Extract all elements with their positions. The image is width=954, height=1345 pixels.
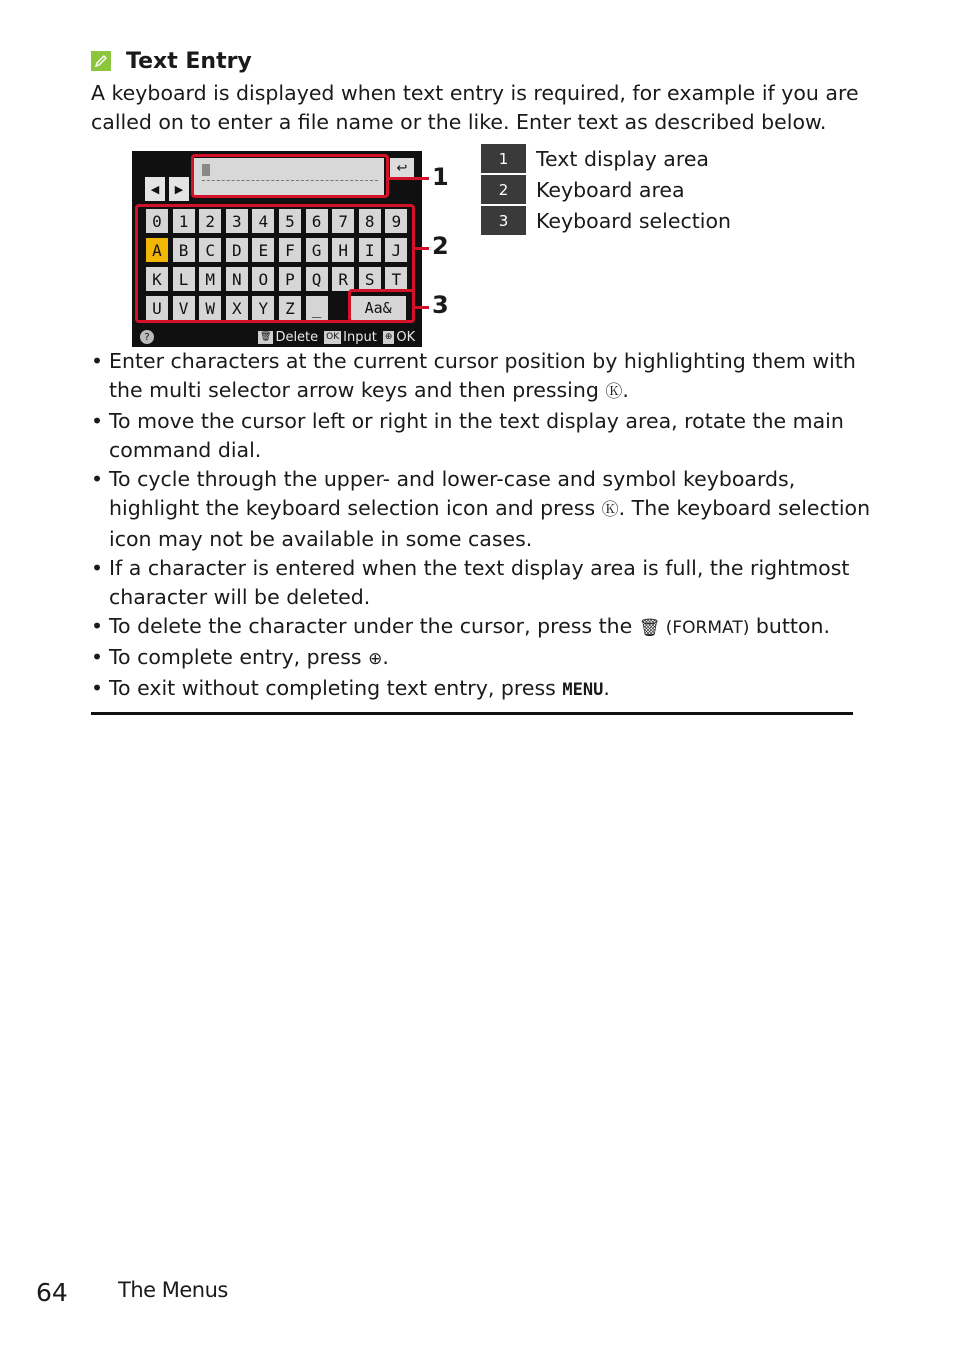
instruction-list (91, 347, 871, 705)
bullet-text: To move the cursor left or right in the text display area, rotate the main command dial. (109, 409, 844, 462)
keyboard-key: G (306, 238, 328, 262)
delete-hint (258, 330, 318, 345)
keyboard-key: X (226, 296, 248, 320)
legend-text: Keyboard area (536, 177, 685, 202)
callout-number-3: 3 (432, 291, 449, 319)
keyboard-key: Q (306, 267, 328, 291)
keyboard-key: 8 (359, 209, 381, 233)
keyboard-key: 9 (385, 209, 407, 233)
keyboard-key: _ (306, 296, 328, 320)
legend-number: 2 (481, 175, 526, 204)
keyboard-key: K (146, 267, 168, 291)
screen-bottom-bar (132, 327, 422, 347)
keyboard-key: T (385, 267, 407, 291)
cursor-right-icon: ▶ (169, 177, 189, 201)
keyboard-key: L (173, 267, 195, 291)
legend-text: Text display area (536, 146, 709, 171)
keyboard-key: R (332, 267, 354, 291)
keyboard-selection-key: Aa& (350, 296, 406, 320)
callout-frame-keyboard-selection (348, 289, 415, 323)
keyboard-key: 0 (146, 209, 168, 233)
return-icon: ↩ (390, 158, 414, 178)
keyboard-key: O (252, 267, 274, 291)
bullet-text: Enter characters at the current cursor position by highlighting them with the multi selector arrow keys and then pressing (109, 349, 856, 402)
legend-item (481, 174, 731, 205)
menu-button-icon: MENU (562, 680, 604, 700)
keyboard-key: S (359, 267, 381, 291)
keyboard-key: B (173, 238, 195, 262)
ok-button-icon: Ⓚ (605, 382, 623, 402)
bullet-text: . (622, 378, 629, 402)
keyboard-key: N (226, 267, 248, 291)
zoom-in-icon: ⊕ (384, 332, 393, 342)
bullet-text: If a character is entered when the text display area is full, the rightmost character will be deleted. (109, 556, 850, 609)
callout-line-1 (389, 177, 429, 180)
bullet-text: To cycle through the upper- and lower-case and symbol keyboards, highlight the keyboard selection icon and press (109, 467, 796, 520)
keyboard-key: 4 (252, 209, 274, 233)
zoom-in-icon: ⊕ (368, 649, 383, 669)
legend-item (481, 143, 731, 174)
keyboard-key: F (279, 238, 301, 262)
bullet-text: button. (749, 614, 831, 638)
bullet-text: To exit without completing text entry, press (109, 676, 563, 700)
keyboard-key: E (252, 238, 274, 262)
legend-number: 3 (481, 206, 526, 235)
list-item (91, 347, 871, 407)
list-item (91, 554, 871, 612)
page-number: 64 (36, 1278, 68, 1307)
trash-format-icon: 🗑 (FORMAT) (638, 618, 750, 638)
list-item (91, 465, 871, 554)
keyboard-key: 1 (173, 209, 195, 233)
keyboard-key: D (226, 238, 248, 262)
list-item (91, 674, 871, 705)
callout-frame-text-display (191, 154, 389, 198)
ok-button-icon: OK (326, 332, 340, 342)
bullet-text: . The keyboard selection icon may not be available in some cases. (109, 496, 871, 551)
legend-text: Keyboard selection (536, 208, 732, 233)
callout-number-2: 2 (432, 232, 449, 260)
legend (481, 143, 731, 236)
keyboard-key: C (199, 238, 221, 262)
ok-hint (383, 330, 415, 345)
input-hint-label: Input (343, 329, 377, 345)
keyboard-key: J (385, 238, 407, 262)
section-name: The Menus (118, 1278, 228, 1302)
intro-paragraph: A keyboard is displayed when text entry is required, for example if you are called on to enter a file name or the like. Enter text as described below. (91, 81, 859, 134)
legend-number: 1 (481, 144, 526, 173)
keyboard-key: V (173, 296, 195, 320)
keyboard-key: W (199, 296, 221, 320)
keyboard-key: P (279, 267, 301, 291)
keyboard-key: 3 (226, 209, 248, 233)
list-item (91, 612, 871, 643)
pencil-note-icon (91, 51, 111, 71)
section-divider (91, 712, 853, 715)
trash-icon: 🗑 (260, 332, 272, 342)
callout-line-2 (415, 247, 429, 250)
input-hint (324, 330, 377, 345)
camera-screen-illustration (132, 151, 452, 347)
keyboard-key: 7 (332, 209, 354, 233)
ok-button-icon: Ⓚ (601, 500, 619, 520)
list-item (91, 407, 871, 465)
keyboard-key: U (146, 296, 168, 320)
keyboard-key: 6 (306, 209, 328, 233)
legend-item (481, 205, 731, 236)
keyboard-key: H (332, 238, 354, 262)
keyboard-key: Y (252, 296, 274, 320)
callout-number-1: 1 (432, 163, 449, 191)
keyboard-key: M (199, 267, 221, 291)
keyboard-key: I (359, 238, 381, 262)
keyboard-key: 2 (199, 209, 221, 233)
delete-hint-label: Delete (275, 329, 319, 345)
keyboard-key: Z (279, 296, 301, 320)
cursor-left-icon: ◀ (145, 177, 165, 201)
list-item (91, 643, 871, 674)
bullet-text: . (603, 676, 610, 700)
bullet-text: . (382, 645, 389, 669)
ok-hint-label: OK (396, 329, 416, 345)
keyboard-key: 5 (279, 209, 301, 233)
note-heading (91, 46, 252, 76)
help-icon: ? (140, 330, 154, 344)
bullet-text: To complete entry, press (109, 645, 369, 669)
bullet-text: To delete the character under the cursor, press the (109, 614, 639, 638)
keyboard-key: A (146, 238, 168, 262)
note-title: Text Entry (126, 48, 252, 74)
callout-line-3 (415, 306, 429, 309)
